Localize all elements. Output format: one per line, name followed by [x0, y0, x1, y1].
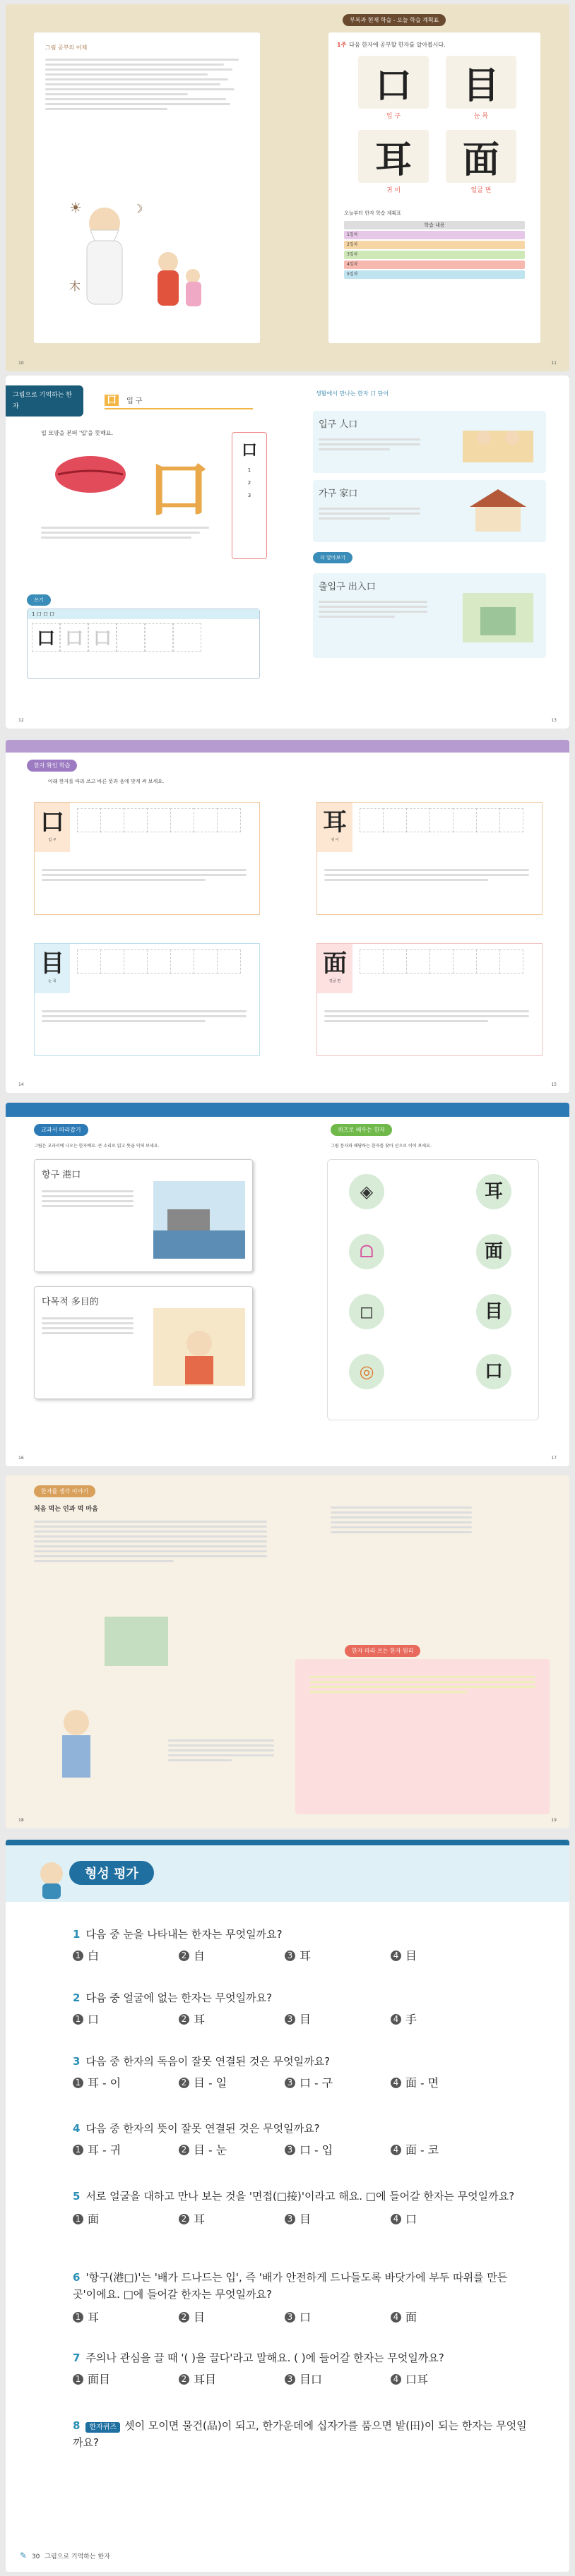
spread-check: [6, 740, 569, 1093]
assessment-title: 형성 평가: [69, 1861, 154, 1885]
schedule-table: 학습 내용 1일차 2일차 3일차 4일차 5일차: [344, 221, 525, 279]
practice-box: 1 口 口 口 口 口 口: [27, 609, 260, 679]
option[interactable]: 4 口: [391, 2210, 497, 2227]
check-banner: 한자 확인 학습: [27, 760, 77, 772]
left-page: [6, 4, 288, 371]
hanja-quiz-tag: 한자퀴즈: [85, 2422, 120, 2433]
hanja-card-1: 目 눈 목: [446, 56, 516, 120]
page-number-left: 10: [18, 361, 24, 366]
page-number-right: 17: [551, 1456, 557, 1461]
word-card-2: 가구 家口: [313, 480, 546, 542]
option[interactable]: 1 面: [73, 2210, 179, 2227]
page-number-right: 11: [551, 361, 557, 366]
textbook-card-1: 항구 港口: [34, 1159, 253, 1272]
bottom-note: 더 알아보기: [313, 552, 352, 563]
left-banner: 교과서 따라잡기: [34, 1124, 88, 1136]
hanja-card-0: 口 입 구: [358, 56, 429, 120]
right-title: 생활에서 만나는 한자 口 단어: [316, 390, 389, 397]
textbook-card-2: 다목적 多目的: [34, 1286, 253, 1399]
question-3: 3 다음 중 한자의 독음이 잘못 연결된 것은 무엇일까요? 1 耳 - 이 2 目 - 일 3 口 - 구 4 面 - 면: [73, 2054, 527, 2090]
option[interactable]: 3 耳: [285, 1947, 391, 1963]
right-page: [288, 376, 569, 729]
lesson-title: 口 입 구: [105, 393, 253, 409]
right-page: [288, 4, 569, 371]
option[interactable]: 1 耳: [73, 2308, 179, 2325]
question-5: 5 서로 얼굴을 대하고 만나 보는 것을 '면접(□接)'이라고 해요. □에 들어갈 한자는 무엇일까요? 1 面 2 耳 3 目 4 口: [73, 2190, 515, 2226]
page-number-right: 15: [551, 1082, 557, 1087]
option[interactable]: 2 耳目: [179, 2371, 285, 2387]
right-banner: 부록과 현재 학습 - 오늘 학습 계획표: [343, 14, 446, 26]
quiz-panel: ◈ ᗝ ◻ ◎ 耳 面 目 口: [327, 1159, 539, 1420]
option[interactable]: 2 自: [179, 1947, 285, 1963]
story-title: 처음 먹는 인과 먹 마음: [34, 1506, 98, 1513]
question-2: 2 다음 중 얼굴에 없는 한자는 무엇일까요? 1 口 2 耳 3 目 4 手: [73, 1990, 527, 2027]
practice-label: 1 口 口 口: [28, 609, 259, 619]
check-cell-0: 口 입 구: [34, 802, 260, 915]
right-banner: 한자 따라 쓰는 한자 원리: [345, 1645, 420, 1657]
story-body: [34, 1518, 267, 1565]
assessment-header: [6, 1845, 569, 1902]
right-top-text: [331, 1504, 472, 1536]
question-6: 6 '항구(港□)'는 '배가 드나드는 입', 즉 '배가 안전하게 드나들도록 바닷가에 부두 따위를 만든 곳'이에요. □에 들어갈 한자는 무엇일까요? 1 耳 2 目 3 口 4 面: [73, 2271, 508, 2324]
page-number-left: 18: [18, 1818, 24, 1823]
page-number-right: 13: [551, 718, 557, 723]
option[interactable]: 3 目: [285, 2210, 391, 2227]
option[interactable]: 3 目口: [285, 2371, 391, 2387]
assessment-page: [6, 1840, 569, 2572]
option[interactable]: 3 口 - 입: [285, 2141, 391, 2157]
intro-text-box: [34, 32, 260, 343]
word-card-1: 입구 人口: [313, 411, 546, 473]
option[interactable]: 3 口 - 구: [285, 2074, 391, 2090]
spread-story: [6, 1475, 569, 1828]
spread-intro: [6, 4, 569, 371]
option[interactable]: 1 口: [73, 2011, 179, 2027]
option[interactable]: 4 面 - 면: [391, 2074, 497, 2090]
question-4: 4 다음 중 한자의 뜻이 잘못 연결된 것은 무엇일까요? 1 耳 - 귀 2 目 - 눈 3 口 - 입 4 面 - 코: [73, 2121, 527, 2157]
practice-tab: 쓰기: [27, 594, 51, 606]
option[interactable]: 1 耳 - 이: [73, 2074, 179, 2090]
spread-lesson-mouth: [6, 376, 569, 729]
right-instruction: 그림 문자와 해당하는 한자를 찾아 선으로 이어 보세요.: [331, 1144, 432, 1149]
option[interactable]: 1 面目: [73, 2371, 179, 2387]
option[interactable]: 4 面: [391, 2308, 497, 2325]
word-card-3: 출입구 出入口: [313, 573, 546, 658]
option[interactable]: 4 口耳: [391, 2371, 497, 2387]
footer: ✎ 30 그림으로 기억하는 한자: [20, 2551, 110, 2560]
right-pink-box: [295, 1659, 550, 1814]
side-tab: 그림으로 기억하는 한자: [6, 385, 83, 417]
page-number-left: 14: [18, 1082, 24, 1087]
page-number-right: 19: [551, 1818, 557, 1823]
option[interactable]: 2 目 - 일: [179, 2074, 285, 2090]
task-text: 다음 한자에 공부할 한자를 알아봅시다.: [349, 42, 446, 48]
task-box: [328, 32, 540, 343]
left-page: [6, 376, 288, 729]
question-8: 8 한자퀴즈 셋이 모이면 물건(品)이 되고, 한가운데에 십자가를 품으면 밭(田)이 되는 한자는 무엇일까요?: [73, 2419, 527, 2449]
option[interactable]: 4 面 - 코: [391, 2141, 497, 2157]
check-cell-3: 面 얼굴 면: [316, 943, 543, 1056]
page-number-left: 12: [18, 718, 24, 723]
left-title: 그림 공부의 어제: [45, 44, 88, 51]
svg-text:☽: ☽: [133, 202, 143, 215]
left-banner: 한자를 생각 이야기: [34, 1485, 95, 1497]
task-label: 1주: [337, 42, 347, 48]
svg-text:☀: ☀: [69, 199, 82, 216]
page-number-left: 16: [18, 1456, 24, 1461]
option[interactable]: 3 口: [285, 2308, 391, 2325]
option[interactable]: 3 目: [285, 2011, 391, 2027]
lead-text: 입 모양을 본떠 '입'을 뜻해요.: [41, 430, 114, 436]
footer-icon: ✎: [20, 2551, 28, 2560]
option[interactable]: 4 目: [391, 1947, 497, 1963]
option[interactable]: 2 目: [179, 2308, 285, 2325]
schedule-note: 오늘부터 한자 학습 계획표: [344, 210, 402, 216]
character-icon: [27, 1852, 76, 1902]
check-cell-1: 耳 귀 이: [316, 802, 543, 915]
left-instruction: 그림은 교과서에 나오는 한자예요. 큰 소리로 읽고 뜻을 익혀 보세요.: [34, 1144, 160, 1149]
option[interactable]: 1 耳 - 귀: [73, 2141, 179, 2157]
option[interactable]: 2 目 - 눈: [179, 2141, 285, 2157]
lips-illustration: [48, 450, 133, 499]
option[interactable]: 2 耳: [179, 2210, 285, 2227]
story-illustration: [34, 1617, 175, 1800]
question-7: 7 주의나 관심을 끌 때 '( )을 끌다'라고 말해요. ( )에 들어갈 한자는 무엇일까요? 1 面目 2 耳目 3 目口 4 口耳: [73, 2350, 527, 2387]
right-banner: 퀴즈로 배우는 한자: [331, 1124, 392, 1136]
hanja-card-3: 面 얼굴 면: [446, 130, 516, 194]
spread-textbook-quiz: [6, 1103, 569, 1466]
hanja-card-2: 耳 귀 이: [358, 130, 429, 194]
question-1: 1 다음 중 눈을 나타내는 한자는 무엇일까요? 1 白 2 自 3 耳 4 目: [73, 1927, 527, 1963]
check-cell-2: 目 눈 목: [34, 943, 260, 1056]
mouth-char-large: 口: [147, 452, 211, 527]
stroke-order: 口 1 2 3: [232, 432, 267, 559]
option[interactable]: 4 手: [391, 2011, 497, 2027]
option[interactable]: 2 耳: [179, 2011, 285, 2027]
option[interactable]: 1 白: [73, 1947, 179, 1963]
check-instruction: 아래 한자를 따라 쓰고 바른 뜻과 음에 맞게 써 보세요.: [48, 779, 165, 784]
svg-text:木: 木: [69, 280, 81, 293]
sage-illustration: [62, 184, 218, 325]
